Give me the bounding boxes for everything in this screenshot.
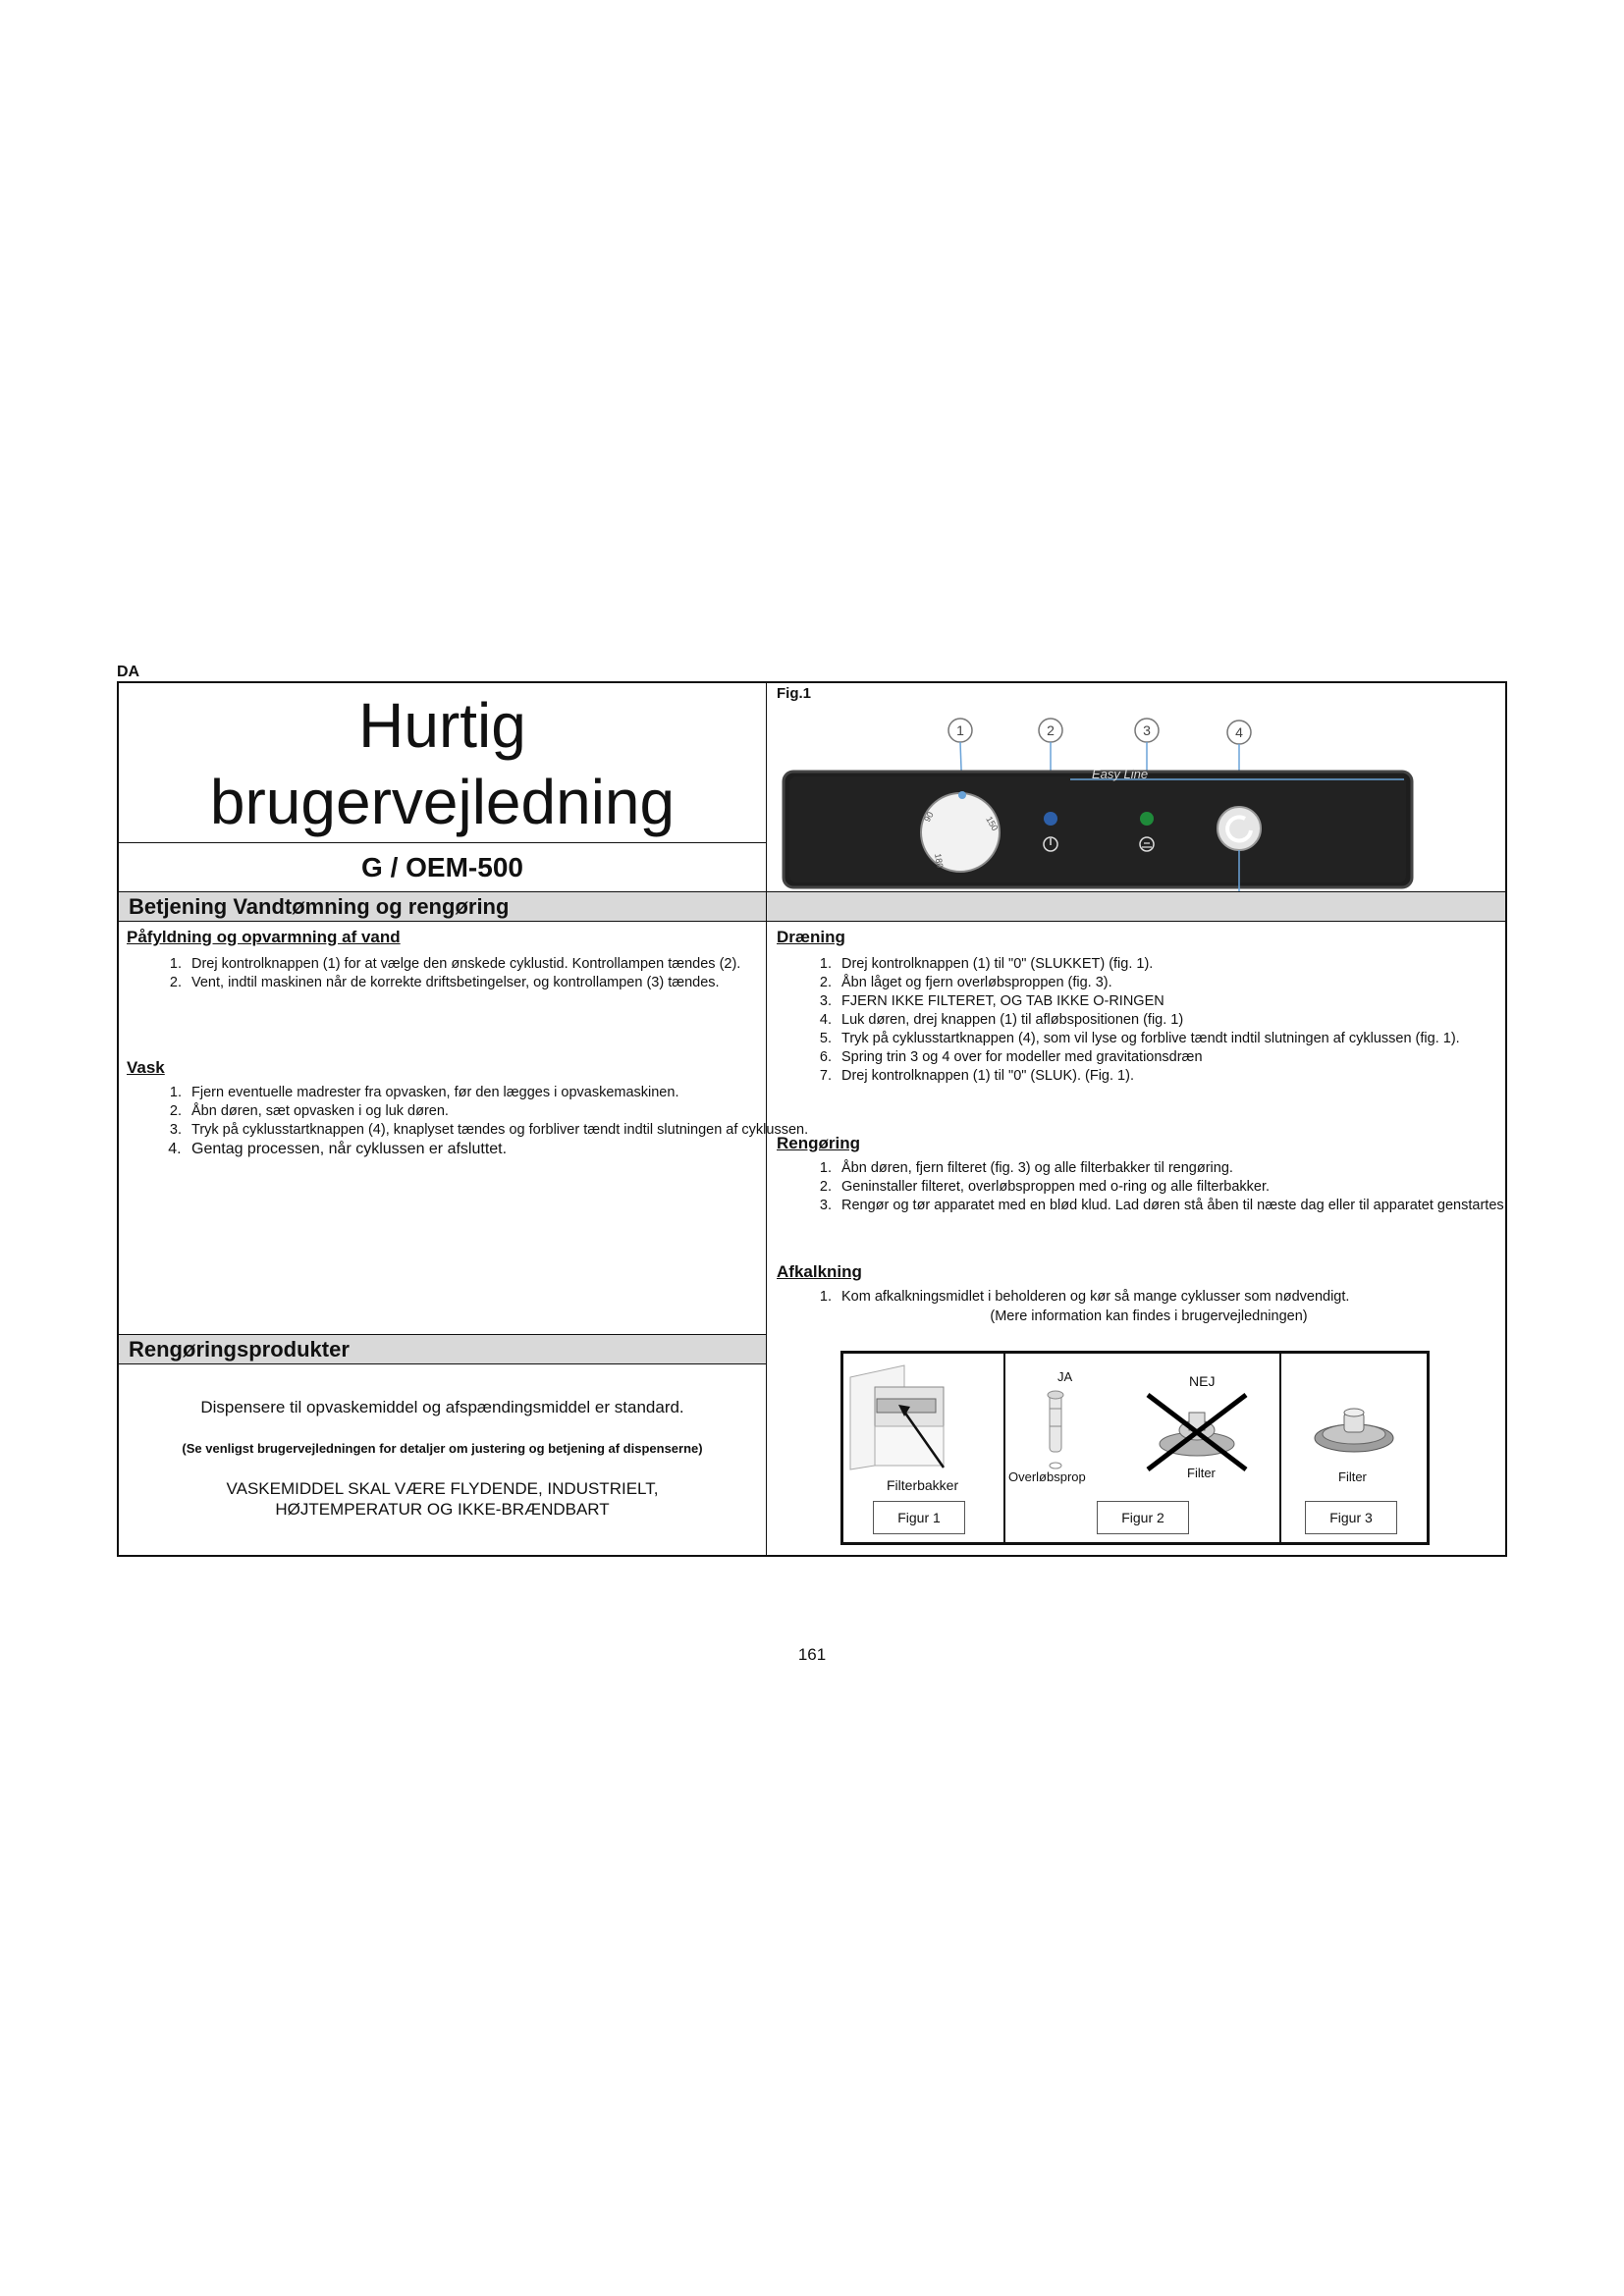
fill-step: 2. Vent, indtil maskinen når de korrekte driftsbetingelser, og kontrollampen (3) tændes.: [186, 974, 814, 992]
control-panel-illustration: [776, 705, 1424, 891]
wash-step: 2. Åbn døren, sæt opvasken i og luk døren.: [186, 1102, 814, 1121]
dial-mark-90: 90: [922, 810, 936, 824]
drain-step: 5. Tryk på cyklusstartknappen (4), som vil lyse og forblive tændt indtil slutningen af cyklussen (fig. 1).: [836, 1030, 1523, 1048]
fill-heading: Påfyldning og opvarmning af vand: [127, 928, 401, 946]
products-line-1: Dispensere til opvaskemiddel og afspændingsmiddel er standard.: [200, 1398, 684, 1416]
control-knob: [921, 793, 1000, 872]
callout-4-label: 4: [1235, 724, 1243, 740]
filter-illustration: [1295, 1395, 1413, 1464]
cleaning-step: 3. Rengør og tør apparatet med en blød klud. Lad døren stå åben til næste dag eller til apparatet genstartes.: [836, 1197, 1523, 1215]
cycle-start-button: [1218, 807, 1261, 850]
parts-figures: [840, 1351, 1430, 1545]
drain-step: 1. Drej kontrolknappen (1) til "0" (SLUKKET) (fig. 1).: [836, 955, 1523, 974]
cleaning-heading: Rengøring: [777, 1134, 860, 1152]
products-warning-line-2: HØJTEMPERATUR OG IKKE-BRÆNDBART: [275, 1500, 610, 1519]
filter-label: Filter: [1338, 1469, 1367, 1484]
section-bar-right: [767, 891, 1505, 922]
callout-1-label: 1: [956, 722, 964, 738]
page-title: [119, 687, 766, 840]
fill-steps: [127, 955, 814, 992]
descale-heading: Afkalkning: [777, 1262, 862, 1281]
cleaning-step: 2. Geninstaller filteret, overløbsproppen med o-ring og alle filterbakker.: [836, 1178, 1523, 1197]
filter-tray-illustration: [845, 1358, 1002, 1473]
figure-3-caption: Figur 3: [1305, 1501, 1397, 1534]
wash-step: 4. Gentag processen, når cyklussen er afsluttet.: [186, 1140, 814, 1158]
descale-step: 1. Kom afkalkningsmidlet i beholderen og kør så mange cyklusser som nødvendigt.: [836, 1288, 1523, 1307]
panel-brand-text: Easy Line: [1092, 767, 1149, 781]
no-label: NEJ: [1189, 1373, 1216, 1389]
figure-2-caption: Figur 2: [1097, 1501, 1189, 1534]
drain-heading: Dræning: [777, 928, 845, 946]
model-name: G / OEM-500: [119, 842, 766, 891]
yes-label: JA: [1057, 1369, 1073, 1384]
drain-step: 7. Drej kontrolknappen (1) til "0" (SLUK). (Fig. 1).: [836, 1067, 1523, 1086]
wash-steps: [127, 1084, 814, 1158]
figure-divider: [1003, 1354, 1005, 1542]
overflow-plug-label: Overløbsprop: [1008, 1469, 1086, 1484]
cleaning-steps: [777, 1159, 1523, 1215]
figure-1-caption: Figur 1: [873, 1501, 965, 1534]
cleaning-step: 1. Åbn døren, fjern filteret (fig. 3) og alle filterbakker til rengøring.: [836, 1159, 1523, 1178]
products-warning: [119, 1478, 766, 1520]
drain-steps: [777, 955, 1523, 1086]
page-number: 161: [797, 1645, 827, 1664]
wash-heading: Vask: [127, 1058, 165, 1077]
callout-3-label: 3: [1143, 722, 1151, 738]
callout-2-label: 2: [1047, 722, 1055, 738]
title-line-1: Hurtig: [358, 690, 526, 761]
wash-step: 3. Tryk på cyklusstartknappen (4), knaplyset tændes og forbliver tændt indtil slutningen af cyklussen.: [186, 1121, 814, 1140]
fill-step: 1. Drej kontrolknappen (1) for at vælge den ønskede cyklustid. Kontrollampen tændes (2).: [186, 955, 814, 974]
crossed-filter-illustration: [1138, 1385, 1256, 1473]
filter-tray-label: Filterbakker: [887, 1477, 959, 1493]
title-line-2: brugervejledning: [209, 767, 676, 837]
drain-step: 2. Åbn låget og fjern overløbsproppen (fig. 3).: [836, 974, 1523, 992]
descale-steps: [777, 1288, 1523, 1307]
dial-mark-180: 180: [933, 852, 946, 870]
overflow-plug-illustration: [1036, 1387, 1075, 1475]
figure-divider: [1279, 1354, 1281, 1542]
section-bar-operation: Betjening Vandtømning og rengøring: [119, 891, 766, 922]
descale-note: (Mere information kan findes i brugervejledningen): [990, 1308, 1308, 1324]
power-lamp: [1044, 812, 1057, 826]
section-bar-products: Rengøringsprodukter: [119, 1334, 766, 1364]
filter-mid-label: Filter: [1187, 1466, 1216, 1480]
temperature-lamp: [1140, 812, 1154, 826]
dial-mark-150: 150: [984, 815, 1001, 833]
drain-step: 4. Luk døren, drej knappen (1) til afløbspositionen (fig. 1): [836, 1011, 1523, 1030]
figure-label: Fig.1: [777, 685, 812, 702]
wash-step: 1. Fjern eventuelle madrester fra opvasken, før den lægges i opvaskemaskinen.: [186, 1084, 814, 1102]
products-line-2: (Se venligst brugervejledningen for detaljer om justering og betjening af dispenserne): [182, 1441, 703, 1456]
language-code: DA: [117, 664, 140, 680]
products-warning-line-1: VASKEMIDDEL SKAL VÆRE FLYDENDE, INDUSTRIELT,: [226, 1479, 659, 1498]
drain-step: 6. Spring trin 3 og 4 over for modeller med gravitationsdræn: [836, 1048, 1523, 1067]
drain-step: 3. FJERN IKKE FILTERET, OG TAB IKKE O-RINGEN: [836, 992, 1523, 1011]
